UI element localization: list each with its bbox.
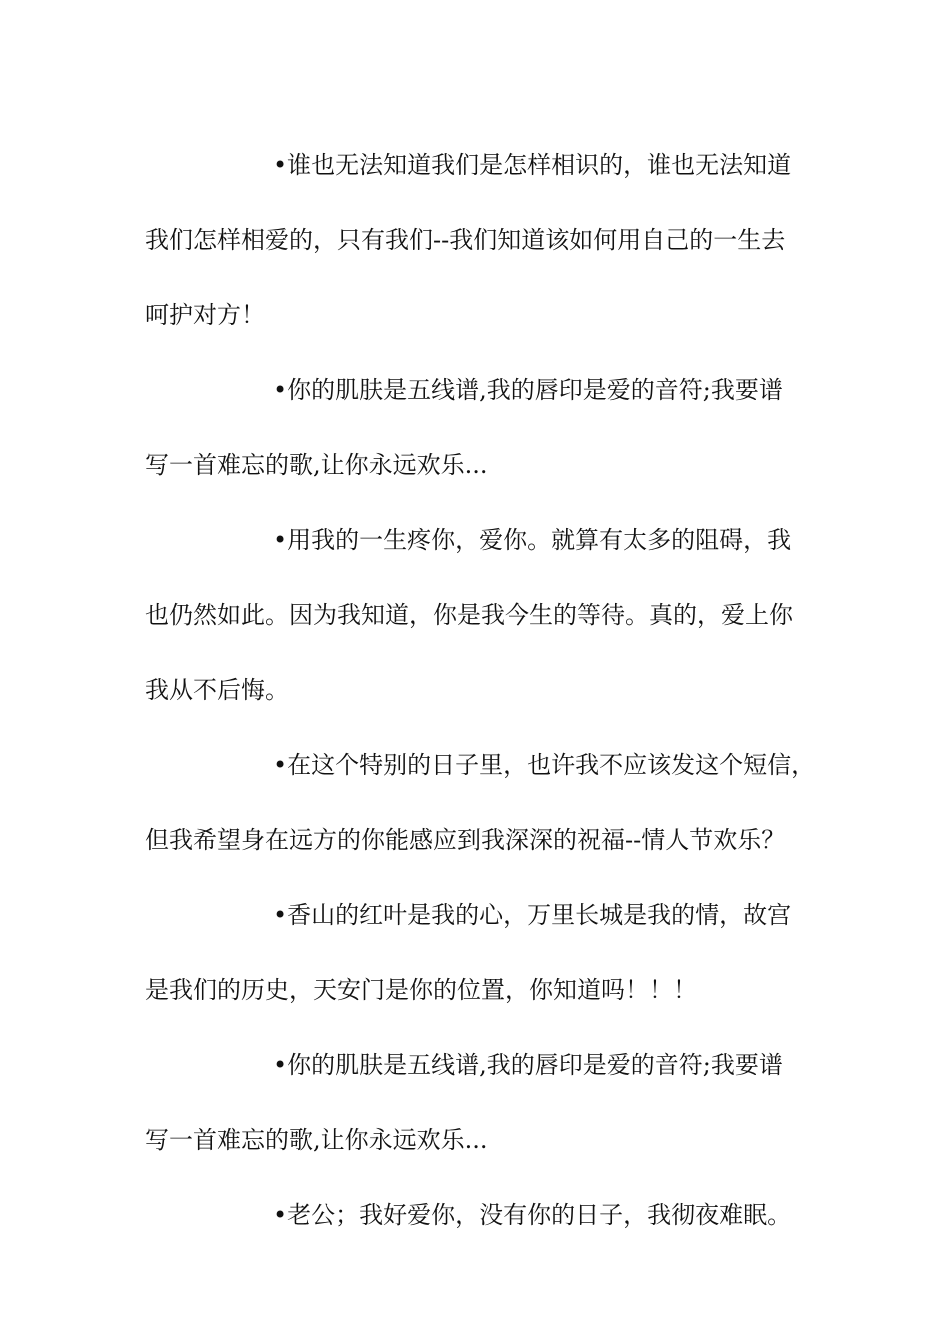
paragraph — [145, 878, 825, 1028]
text-line: •用我的一生疼你，爱你。就算有太多的阻碍，我 — [273, 526, 792, 554]
text-line: 是我们的历史，天安门是你的位置，你知道吗！！！ — [145, 976, 697, 1004]
text-line: 写一首难忘的歌,让你永远欢乐... — [145, 1126, 488, 1154]
text-line: •老公；我好爱你，没有你的日子，我彻夜难眠。 — [273, 1201, 792, 1229]
text-line: •你的肌肤是五线谱,我的唇印是爱的音符;我要谱 — [273, 376, 783, 404]
document-body — [145, 128, 825, 1253]
text-line: 呵护对方！ — [145, 301, 265, 329]
text-line: 写一首难忘的歌,让你永远欢乐... — [145, 451, 488, 479]
paragraph — [145, 128, 825, 353]
text-line: •香山的红叶是我的心，万里长城是我的情，故宫 — [273, 901, 792, 929]
text-line: 也仍然如此。因为我知道，你是我今生的等待。真的，爱上你 — [145, 601, 793, 629]
text-line: •你的肌肤是五线谱,我的唇印是爱的音符;我要谱 — [273, 1051, 783, 1079]
text-line: 我从不后悔。 — [145, 676, 289, 704]
text-line: 我们怎样相爱的，只有我们--我们知道该如何用自己的一生去 — [145, 226, 786, 254]
paragraph — [145, 353, 825, 503]
paragraph — [145, 1178, 825, 1253]
paragraph — [145, 503, 825, 728]
paragraph — [145, 1028, 825, 1178]
text-line: •谁也无法知道我们是怎样相识的，谁也无法知道 — [273, 151, 792, 179]
paragraph — [145, 728, 825, 878]
text-line: 但我希望身在远方的你能感应到我深深的祝福--情人节欢乐？ — [145, 826, 786, 854]
text-line: •在这个特别的日子里，也许我不应该发这个短信， — [273, 751, 816, 779]
